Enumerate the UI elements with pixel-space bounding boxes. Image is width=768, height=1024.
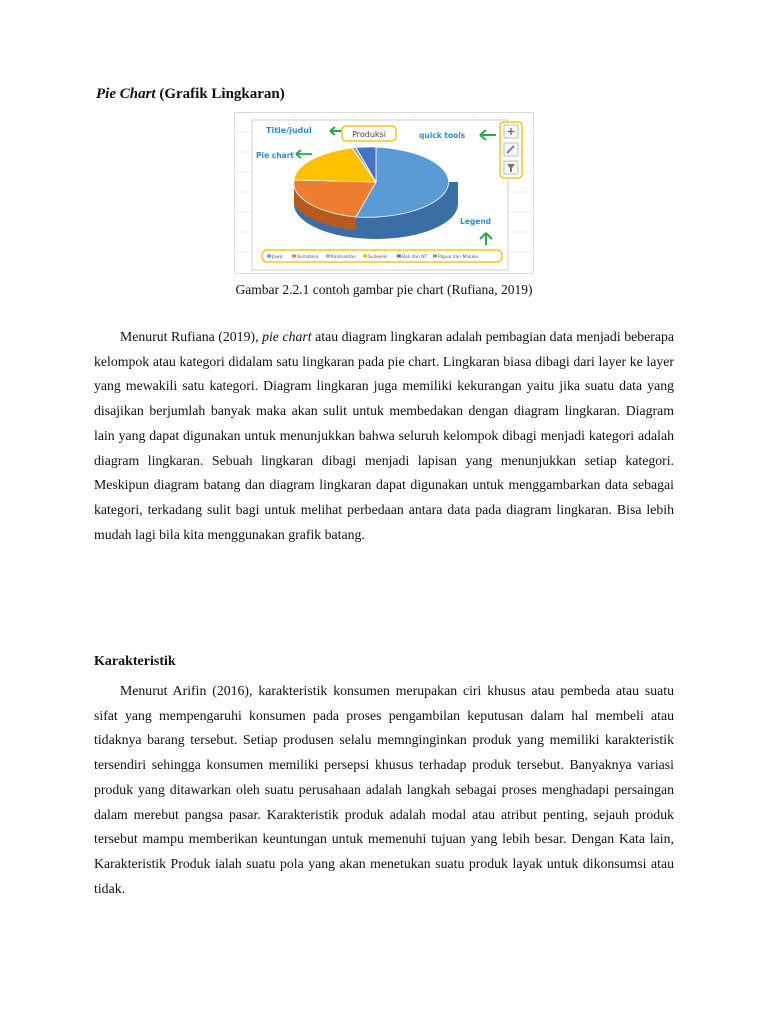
- annotation-tools: quick tools: [419, 131, 466, 140]
- chart-title: Produksi: [352, 130, 386, 139]
- legend: [267, 254, 478, 260]
- legend-item: Jawa: [272, 255, 283, 260]
- legend-item: Bali dan NT: [402, 255, 428, 260]
- legend-item: Kalimantan: [331, 255, 356, 260]
- annotation-legend: Legend: [460, 217, 492, 226]
- paragraph-pie-chart: [94, 325, 674, 547]
- legend-item: Sulawesi: [368, 255, 388, 260]
- paragraph-text: Menurut Rufiana (2019),: [120, 329, 263, 344]
- legend-item: Sumatera: [297, 255, 319, 260]
- figure-caption: Gambar 2.2.1 contoh gambar pie chart (Rufiana, 2019): [235, 282, 533, 297]
- quick-tools-panel: [500, 122, 522, 178]
- section-heading-karakteristik: Karakteristik: [94, 654, 176, 669]
- pie-chart-illustration: [234, 112, 534, 274]
- heading-rest: (Grafik Lingkaran): [155, 86, 285, 102]
- annotation-pie: Pie chart: [256, 151, 294, 160]
- paragraph-karakteristik: Menurut Arifin (2016), karakteristik konsumen merupakan ciri khusus atau pembeda atau suatu sifat yang mempengaruhi konsumen pada proses pengambilan keputusan dalam hal membeli atau tidaknya barang tersebut. Setiap produsen selalu memnginginkan produk yang memiliki karakteristik tersendiri sehingga konsumen memiliki persepsi khusus terhadap produk tersebut. Banyaknya variasi produk yang ditawarkan oleh suatu perusahaan adalah langkah sebagai proses menghadapi persaingan dalam merebut pangsa pasar. Karakteristik produk adalah modal atau atribut penting, sejauh produk tersebut mampu memberikan keuntungan untuk memenuhi tujuan yang lebih besar. Dengan Kata lain, Karakteristik Produk ialah suatu pola yang akan menetukan suatu produk layak untuk dikonsumsi atau tidak.: [94, 683, 674, 896]
- section-heading-pie-chart: [96, 86, 285, 103]
- paragraph-text: atau diagram lingkaran adalah pembagian data menjadi beberapa kelompok atau kategori didalam satu lingkaran pada pie chart. Lingkaran biasa dibagi dari layer ke layer yang mewakili satu kategori. Diagram lingkaran juga memiliki kekurangan yaitu jika suatu data yang disajikan berjumlah banyak maka akan sulit untuk membedakan dengan diagram lingkaran. Diagram lain yang dapat digunakan untuk menunjukkan bahwa seluruh kelompok dibagi menjadi kategori adalah diagram lingkaran. Sebuah lingkaran dibagi menjadi lapisan yang menunjukkan setiap kategori. Meskipun diagram batang dan diagram lingkaran dapat digunakan untuk menggambarkan data sebagai kategori, terkadang sulit bagi untuk melihat perbedaan antara data pada diagram lingkaran. Bisa lebih mudah lagi bila kita menggunakan grafik batang.: [94, 329, 674, 542]
- annotation-title: Title/judul: [266, 126, 312, 135]
- heading-italic-term: Pie Chart: [96, 86, 156, 102]
- legend-item: Papua dan Maluku: [438, 255, 479, 260]
- pie-chart-figure: [234, 112, 534, 274]
- paragraph-italic-term: pie chart: [262, 329, 312, 344]
